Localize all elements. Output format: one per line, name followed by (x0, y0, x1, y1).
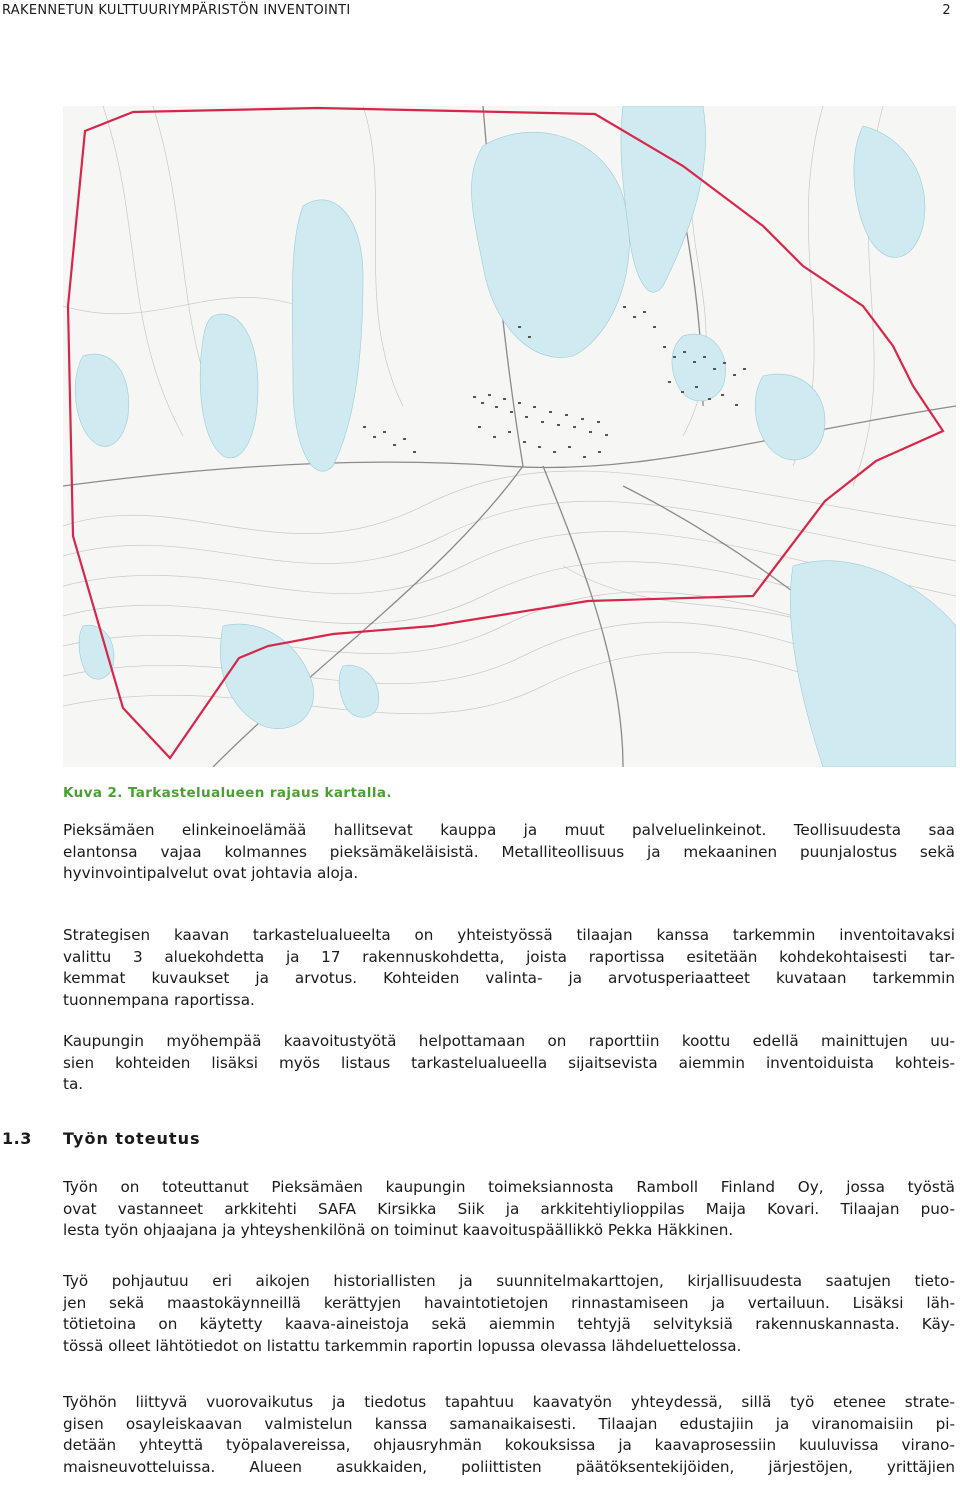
text-line: Strategisen kaavan tarkastelualueelta on yhteistyössä tilaajan kanssa tarkemmin inventoitavaksi (63, 926, 955, 944)
text-line: elantonsa vajaa kolmannes pieksämäkeläisistä. Metalliteollisuus ja mekaaninen puunjalostus sekä (63, 842, 955, 861)
text-line: detään yhteyttä työpalavereissa, ohjausryhmän kokouksissa ja kaavaprosessiin kuuluvissa virano- (63, 1436, 955, 1454)
paragraph-authors (63, 1177, 955, 1242)
text-line: Työhön liittyvä vuorovaikutus ja tiedotus tapahtuu kaavatyön yhteydessä, sillä työ etenee strate- (63, 1393, 955, 1411)
text-line: Työn on toteuttanut Pieksämäen kaupungin toimeksiannosta Ramboll Finland Oy, jossa työstä (63, 1178, 955, 1196)
section-heading: Työn toteutus (63, 1129, 201, 1148)
figure-caption: Kuva 2. Tarkastelualueen rajaus kartalla. (63, 785, 392, 801)
text-line: tössä olleet lähtötiedot on listattu tarkemmin raportin lopussa olevassa lähdeluettelossa. (63, 1336, 742, 1355)
text-line: lesta työn ohjaajana ja yhteyshenkilönä on toiminut kaavoituspäällikkö Pekka Häkkinen. (63, 1221, 734, 1239)
text-line: ta. (63, 1075, 84, 1093)
text-line: sien kohteiden lisäksi myös listaus tarkastelualueella sijaitsevista aiemmin inventoiduista kohteis- (63, 1053, 955, 1072)
boundary-map (63, 106, 956, 767)
paragraph-selection (63, 925, 955, 1011)
paragraph-sources (63, 1271, 955, 1357)
text-line: valittu 3 aluekohdetta ja 17 rakennuskohdetta, joista raportissa esitetään kohdekohtaisesti tar- (63, 947, 955, 966)
paragraph-listing (63, 1031, 955, 1096)
paragraph-economy (63, 820, 955, 885)
text-line: hyvinvointipalvelut ovat johtavia aloja. (63, 864, 359, 882)
text-line: Työ pohjautuu eri aikojen historiallisten ja suunnitelmakarttojen, kirjallisuudesta saatujen tieto- (63, 1272, 955, 1290)
document-title: RAKENNETUN KULTTUURIYMPÄRISTÖN INVENTOINTI (2, 3, 351, 18)
page-header (2, 3, 957, 21)
text-line: Pieksämäen elinkeinoelämää hallitsevat kauppa ja muut palveluelinkeinot. Teollisuudesta saa (63, 821, 955, 839)
text-line: ovat vastanneet arkkitehti SAFA Kirsikka Siik ja arkkitehtiylioppilas Maija Kovari. Tilaajan puo- (63, 1199, 955, 1218)
section-number: 1.3 (2, 1129, 32, 1148)
paragraph-interaction (63, 1392, 955, 1478)
text-line: tötietoina on käytetty kaava-aineistoja sekä aiemmin tehtyjä selvityksiä rakennuskannasta. Käy- (63, 1315, 955, 1333)
page-number: 2 (942, 3, 951, 18)
text-line: kemmat kuvaukset ja arvotus. Kohteiden valinta- ja arvotusperiaatteet kuvataan tarkemmin (63, 969, 955, 987)
text-line: gisen osayleiskaavan valmistelun kanssa samanaikaisesti. Tilaajan edustajiin ja viranomaisiin pi- (63, 1414, 955, 1433)
map-graphic (63, 106, 956, 767)
text-line: tuonnempana raportissa. (63, 990, 255, 1009)
text-line: Kaupungin myöhempää kaavoitustyötä helpottamaan on raporttiin koottu edellä mainittujen uu- (63, 1032, 955, 1050)
text-line: jen sekä maastokäynneillä kerättyjen havaintotietojen rinnastamiseen ja vertailuun. Lisäksi läh- (63, 1293, 955, 1312)
text-line: maisneuvotteluissa. Alueen asukkaiden, poliittisten päätöksentekijöiden, järjestöjen, yrittäjien (63, 1457, 955, 1476)
